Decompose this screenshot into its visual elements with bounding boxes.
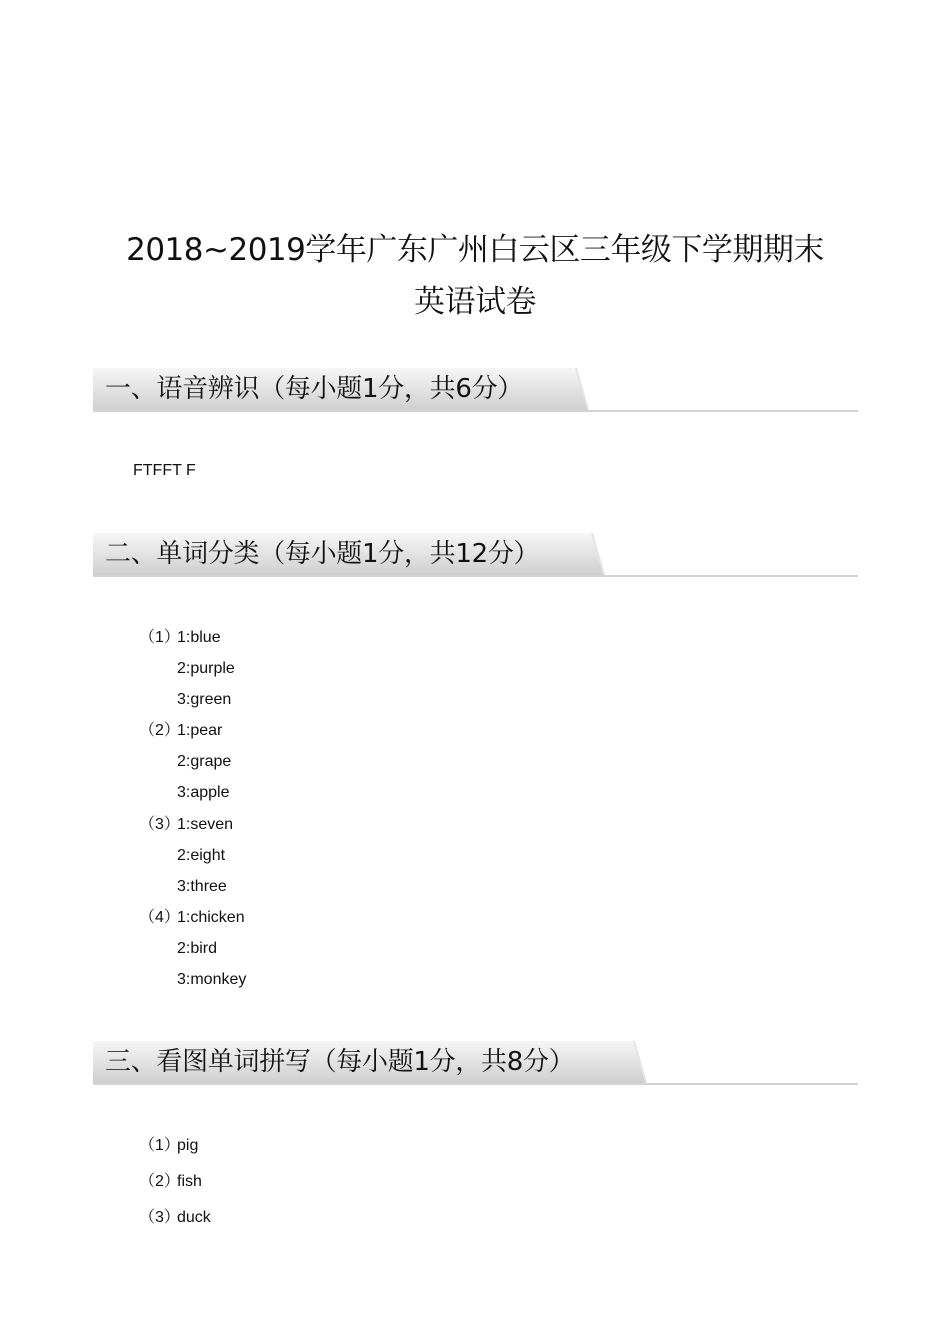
group-3-number: （3） bbox=[139, 816, 180, 833]
item-1-number: （1） bbox=[139, 1137, 180, 1154]
list-item: 2:grape bbox=[177, 753, 232, 770]
item-2-number: （2） bbox=[139, 1173, 180, 1190]
title-line-2: 英语试卷 bbox=[414, 284, 536, 320]
section-2-header bbox=[93, 533, 858, 577]
section-3-header bbox=[93, 1041, 858, 1085]
list-item: pig bbox=[177, 1137, 199, 1154]
list-item: 1:chicken bbox=[177, 909, 245, 926]
list-item: 3:monkey bbox=[177, 971, 247, 988]
list-item: 2:purple bbox=[177, 660, 235, 677]
list-item: 2:eight bbox=[177, 847, 226, 864]
section-3-heading: 三、看图单词拼写（每小题1分，共8分） bbox=[105, 1047, 575, 1077]
group-4-number: （4） bbox=[139, 909, 180, 926]
page-title bbox=[90, 224, 860, 328]
list-item: 3:apple bbox=[177, 784, 230, 801]
section-1-header bbox=[93, 368, 858, 412]
list-item: 3:three bbox=[177, 878, 227, 895]
list-item: 2:bird bbox=[177, 940, 218, 957]
list-item: 3:green bbox=[177, 691, 232, 708]
section-1-answer: FTFFT F bbox=[133, 462, 196, 479]
section-2-heading: 二、单词分类（每小题1分，共12分） bbox=[105, 539, 540, 569]
list-item: fish bbox=[177, 1173, 202, 1190]
group-2-number: （2） bbox=[139, 722, 180, 739]
list-item: duck bbox=[177, 1209, 211, 1226]
list-item: 1:seven bbox=[177, 816, 234, 833]
section-1-heading: 一、语音辨识（每小题1分，共6分） bbox=[105, 374, 523, 404]
list-item: 1:blue bbox=[177, 629, 221, 646]
list-item: 1:pear bbox=[177, 722, 223, 739]
group-1-number: （1） bbox=[139, 629, 180, 646]
title-line-1: 2018~2019学年广东广州白云区三年级下学期期末 bbox=[126, 232, 824, 268]
item-3-number: （3） bbox=[139, 1209, 180, 1226]
